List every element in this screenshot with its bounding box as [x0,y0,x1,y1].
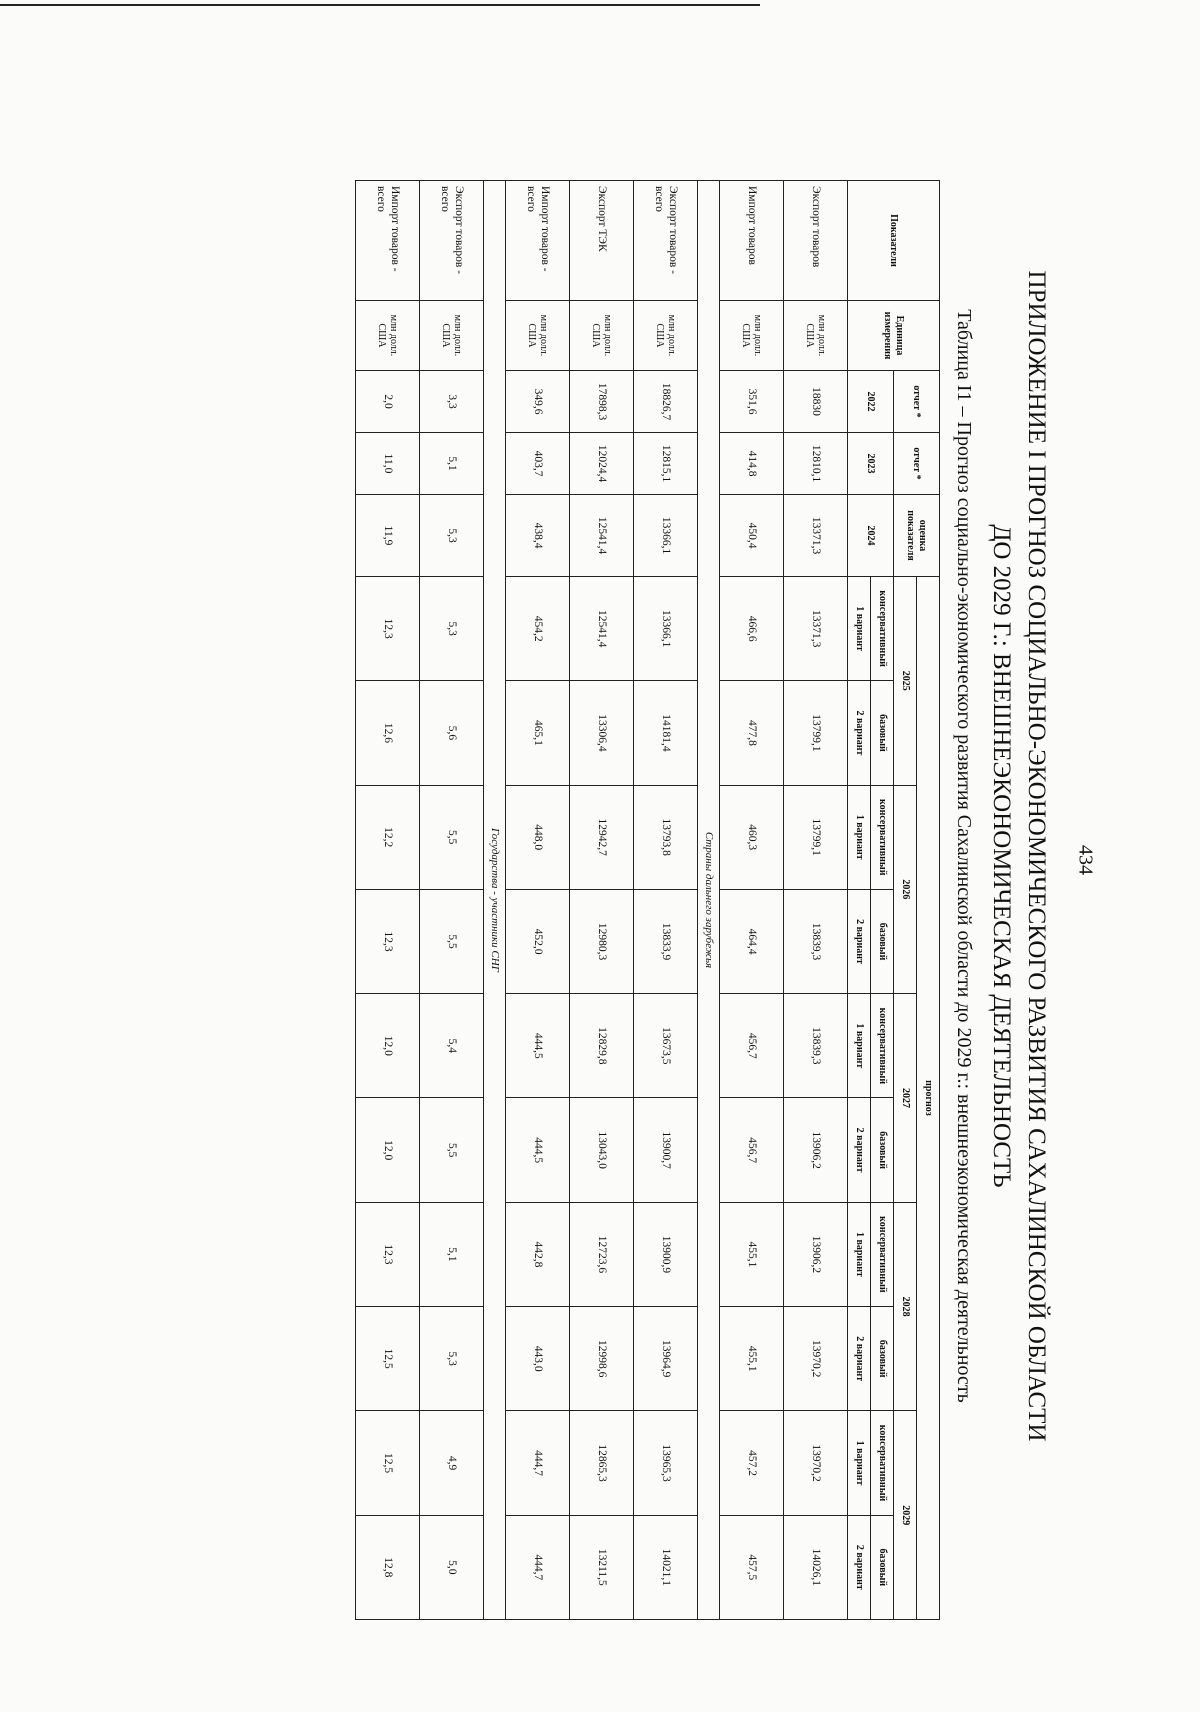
value-cell: 13965,3 [634,1411,698,1515]
value-cell: 444,7 [506,1411,570,1515]
value-cell: 455,1 [720,1202,784,1306]
value-cell: 12,8 [356,1515,420,1619]
indicator-name: Импорт товаров - всего [356,181,420,301]
value-cell: 12541,4 [570,495,634,577]
value-cell: 12,0 [356,994,420,1098]
value-cell: 5,6 [420,681,484,785]
indicator-unit: млн долл. США [506,301,570,371]
header-forecast: прогноз [917,577,940,1620]
value-cell: 12723,6 [570,1202,634,1306]
header-row-1 [917,181,940,1620]
value-cell: 5,4 [420,994,484,1098]
value-cell: 349,6 [506,371,570,433]
value-cell: 13906,2 [784,1098,848,1202]
appendix-heading-line1: ПРИЛОЖЕНИЕ I ПРОГНОЗ СОЦИАЛЬНО-ЭКОНОМИЧЕСКОГО РАЗВИТИЯ САХАЛИНСКОЙ ОБЛАСТИ [1023,270,1050,1442]
section-label: Страны дальнего зарубежья [698,181,720,1620]
value-cell: 13673,5 [634,994,698,1098]
value-cell: 13793,8 [634,785,698,889]
header-variant-1: 1 вариант [848,1411,871,1515]
header-variant-1: 1 вариант [848,785,871,889]
page-number: 434 [1074,845,1097,875]
indicator-unit: млн долл. США [356,301,420,371]
value-cell: 12810,1 [784,433,848,495]
value-cell: 454,2 [506,577,570,681]
forecast-table [355,180,940,1620]
value-cell: 2,0 [356,371,420,433]
value-cell: 13833,9 [634,889,698,993]
value-cell: 12024,4 [570,433,634,495]
header-year-2029: 2029 [894,1411,917,1620]
header-scenario-base: базовый [871,681,894,785]
indicator-unit: млн долл. США [784,301,848,371]
value-cell: 456,7 [720,1098,784,1202]
value-cell: 5,5 [420,1098,484,1202]
value-cell: 403,7 [506,433,570,495]
value-cell: 438,4 [506,495,570,577]
value-cell: 13799,1 [784,785,848,889]
header-scenario-base: базовый [871,1098,894,1202]
value-cell: 12,2 [356,785,420,889]
header-estimate: оценка показателя [894,495,940,577]
header-year-2025: 2025 [894,577,917,786]
header-variant-2: 2 вариант [848,889,871,993]
value-cell: 11,0 [356,433,420,495]
value-cell: 12,5 [356,1411,420,1515]
value-cell: 5,3 [420,577,484,681]
value-cell: 13839,3 [784,994,848,1098]
value-cell: 12,5 [356,1307,420,1411]
value-cell: 457,5 [720,1515,784,1619]
indicator-unit: млн долл. США [420,301,484,371]
value-cell: 5,3 [420,495,484,577]
header-year-2026: 2026 [894,785,917,994]
header-variant-2: 2 вариант [848,681,871,785]
value-cell: 4,9 [420,1411,484,1515]
section-row [484,181,506,1620]
value-cell: 13799,1 [784,681,848,785]
value-cell: 11,9 [356,495,420,577]
value-cell: 13366,1 [634,577,698,681]
value-cell: 14021,1 [634,1515,698,1619]
value-cell: 12,3 [356,889,420,993]
value-cell: 18826,7 [634,371,698,433]
header-year-2023: 2023 [848,433,894,495]
header-scenario-base: базовый [871,889,894,993]
header-scenario-cons: консервативный [871,994,894,1098]
value-cell: 12980,3 [570,889,634,993]
header-scenario-base: базовый [871,1307,894,1411]
header-year-2022: 2022 [848,371,894,433]
table-row [356,181,420,1620]
value-cell: 443,0 [506,1307,570,1411]
table-row [784,181,848,1620]
value-cell: 13371,3 [784,495,848,577]
value-cell: 452,0 [506,889,570,993]
value-cell: 12815,1 [634,433,698,495]
value-cell: 12829,8 [570,994,634,1098]
value-cell: 351,6 [720,371,784,433]
value-cell: 5,5 [420,785,484,889]
table-row [720,181,784,1620]
value-cell: 450,4 [720,495,784,577]
indicator-name: Экспорт ТЭК [570,181,634,301]
header-year-2027: 2027 [894,994,917,1203]
value-cell: 13970,2 [784,1307,848,1411]
value-cell: 3,3 [420,371,484,433]
value-cell: 13900,9 [634,1202,698,1306]
value-cell: 13043,0 [570,1098,634,1202]
header-unit: Единица измерения [848,301,940,371]
value-cell: 12,3 [356,577,420,681]
header-row-scenarios [871,181,894,1620]
header-year-2028: 2028 [894,1202,917,1411]
indicator-unit: млн долл. США [570,301,634,371]
header-scenario-cons: консервативный [871,785,894,889]
value-cell: 13211,5 [570,1515,634,1619]
value-cell: 457,2 [720,1411,784,1515]
header-variant-2: 2 вариант [848,1098,871,1202]
value-cell: 13306,4 [570,681,634,785]
indicator-name: Импорт товаров [720,181,784,301]
header-report-2022: отчет * [894,371,940,433]
value-cell: 13371,3 [784,577,848,681]
table-caption: Таблица I1 – Прогноз социально-экономического развития Сахалинской области до 2029 г.: внешнеэкономическая деятельность [953,309,975,1403]
value-cell: 444,5 [506,994,570,1098]
indicator-name: Импорт товаров - всего [506,181,570,301]
section-label: Государства - участники СНГ [484,181,506,1620]
value-cell: 466,6 [720,577,784,681]
value-cell: 13366,1 [634,495,698,577]
value-cell: 414,8 [720,433,784,495]
header-variant-1: 1 вариант [848,994,871,1098]
value-cell: 17898,3 [570,371,634,433]
value-cell: 14181,4 [634,681,698,785]
header-scenario-cons: консервативный [871,1202,894,1306]
value-cell: 444,7 [506,1515,570,1619]
value-cell: 444,5 [506,1098,570,1202]
value-cell: 5,5 [420,889,484,993]
value-cell: 12942,7 [570,785,634,889]
value-cell: 12865,3 [570,1411,634,1515]
indicator-name: Экспорт товаров [784,181,848,301]
value-cell: 12,3 [356,1202,420,1306]
table-body [356,181,848,1620]
value-cell: 12,0 [356,1098,420,1202]
header-variant-1: 1 вариант [848,1202,871,1306]
value-cell: 5,3 [420,1307,484,1411]
header-variant-2: 2 вариант [848,1515,871,1619]
value-cell: 460,3 [720,785,784,889]
header-report-2023: отчет * [894,433,940,495]
header-variant-1: 1 вариант [848,577,871,681]
indicator-name: Экспорт товаров - всего [420,181,484,301]
appendix-heading-line2: ДО 2029 Г.: ВНЕШНЕЭКОНОМИЧЕСКАЯ ДЕЯТЕЛЬНОСТЬ [988,524,1015,1188]
table-row [634,181,698,1620]
value-cell: 13906,2 [784,1202,848,1306]
value-cell: 455,1 [720,1307,784,1411]
value-cell: 12,6 [356,681,420,785]
header-variant-2: 2 вариант [848,1307,871,1411]
value-cell: 5,1 [420,433,484,495]
value-cell: 5,1 [420,1202,484,1306]
table-row [506,181,570,1620]
value-cell: 448,0 [506,785,570,889]
header-scenario-base: базовый [871,1515,894,1619]
header-indicators: Показатели [848,181,940,301]
value-cell: 14026,1 [784,1515,848,1619]
header-scenario-cons: консервативный [871,1411,894,1515]
value-cell: 464,4 [720,889,784,993]
value-cell: 13839,3 [784,889,848,993]
value-cell: 12541,4 [570,577,634,681]
value-cell: 465,1 [506,681,570,785]
value-cell: 477,8 [720,681,784,785]
value-cell: 5,0 [420,1515,484,1619]
value-cell: 13970,2 [784,1411,848,1515]
section-row [698,181,720,1620]
header-year-2024: 2024 [848,495,894,577]
value-cell: 18830 [784,371,848,433]
table-row [420,181,484,1620]
value-cell: 442,8 [506,1202,570,1306]
value-cell: 456,7 [720,994,784,1098]
value-cell: 13964,9 [634,1307,698,1411]
table-row [570,181,634,1620]
forecast-table-wrapper [355,180,940,1620]
indicator-name: Экспорт товаров - всего [634,181,698,301]
value-cell: 12998,6 [570,1307,634,1411]
indicator-unit: млн долл. США [720,301,784,371]
header-scenario-cons: консервативный [871,577,894,681]
value-cell: 13900,7 [634,1098,698,1202]
indicator-unit: млн долл. США [634,301,698,371]
